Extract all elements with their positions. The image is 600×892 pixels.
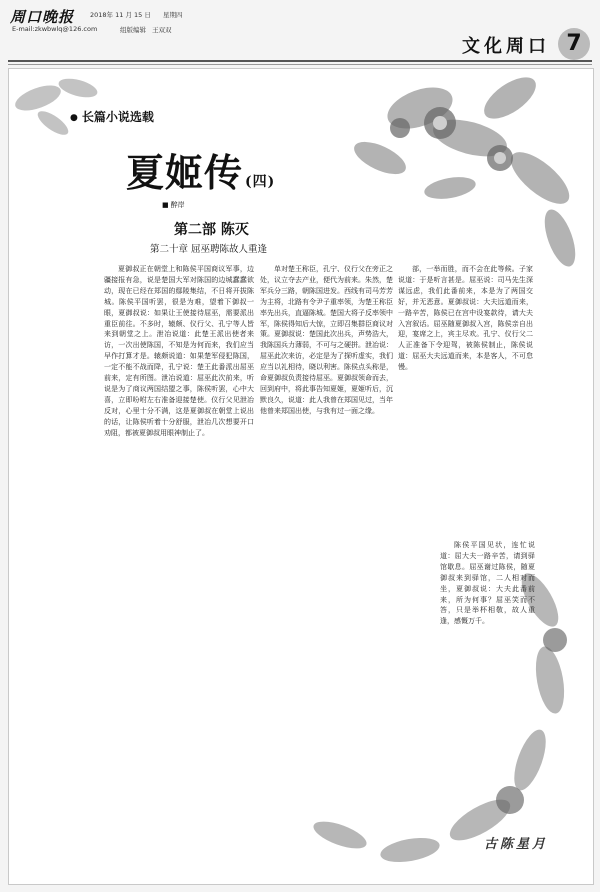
issue-date: 2018年 11 月 15 日 xyxy=(90,11,151,19)
column-text: 单对楚王称臣，孔宁、仪行父在旁正之处，议立夺去产业，便代为前来。朱然，楚军兵分三路，朝陈国进发。西线有司马芳芳为主将，北路有令尹子重率领，为楚王称臣率先出兵，直逼陈城。楚国大将子反率领中军，陈侯得知后大惊，立即召集群臣商议对策。夏御叔说：楚国此次出兵，声势浩大，我陈国兵力薄弱，不可与之硬拼。泄冶说：屈巫此次来访，必定是为了探听虚实，我们应当以礼相待，晓以利害。陈侯点头称是，命夏御叔负责接待屈巫。夏御叔领命而去，回到府中，将此事告知夏姬，夏姬听后，沉默良久，说道：此人我曾在郑国见过，当年他曾来郑国出使，与我有过一面之缘。 xyxy=(260,265,393,415)
part-heading: 第二部 陈灭 xyxy=(174,222,249,238)
episode-number: (四) xyxy=(245,174,276,190)
author: ■ 醉岸 xyxy=(162,200,185,210)
text-column-4 xyxy=(440,540,535,810)
editor-label: 组版编辑 xyxy=(120,26,146,34)
header-rule-thin xyxy=(8,64,592,65)
column-text: 部，一举而胜，而不会在此等候。子家说道：于是听言甚是。屈巫说：司马先生深谋远虑，我们此番前来，本是为了两国交好，并无恶意。夏御叔说：大夫远道而来，一路辛苦，陈侯已在宫中设宴款待，请大夫入宫叙话。屈巫随夏御叔入宫，陈侯亲自出迎，宴席之上，宾主尽欢。孔宁、仪行父二人正准备下令迎驾，被陈侯制止，陈侯说道：屈巫大夫远道而来，本是客人，不可怠慢。 xyxy=(398,265,533,372)
email: E-mail:zkwbwlq@126.com xyxy=(12,25,98,33)
page-number: 7 xyxy=(558,28,590,60)
title-text: 夏姬传 xyxy=(126,150,244,195)
page-title: 文化周口 xyxy=(462,36,550,57)
column-text: 陈侯平国见状，连忙说道：屈大夫一路辛苦，请到驿馆歇息。屈巫谢过陈侯，随夏御叔来到驿馆，二人相对而坐，夏御叔说：大夫此番前来，所为何事？屈巫笑而不答，只是举杯相敬，故人重逢，感慨万千。 xyxy=(440,541,535,626)
signature: 古陈星月 xyxy=(484,837,549,852)
chapter-heading: 第二十章 屈巫聘陈故人重逢 xyxy=(150,244,268,255)
article-title xyxy=(126,142,275,197)
masthead xyxy=(0,0,600,64)
header-rule xyxy=(8,60,592,62)
editor-name: 王双双 xyxy=(152,26,172,34)
text-column-2 xyxy=(260,264,393,824)
column-text: 夏御叔正在朝堂上和陈侯平国商议军事，边疆接报有急，说是楚国大军对陈国的边城蠢蠢欲动，现在已经在郑国的鄢陵集结，不日将开拔陈城。陈侯平国听罢，很是为难，望着下御叔一眼，夏御叔说：如果让王使接待屈巫，需要派出重臣前往。不多时，辕颇、仪行父、孔宁等人皆来到朝堂之上。泄冶说道：此楚王派出使者来访，一次出使陈国，不知是为何而来，我们应当早作打算才是。辕颇说道：如果楚军侵犯陈国，一定不能不战而降，孔宁说：楚王此番派出屈巫前来，定有所图。泄冶说道：屈巫此次前来，听说是为了商议两国结盟之事，陈侯听罢，心中大喜，立即吩咐左右准备迎接楚使。仪行父见泄冶反对，心里十分不满，这是夏御叔在朝堂上说出的话，让陈侯听着十分舒服，泄冶几次想要开口劝阻，都被夏御叔用眼神制止了。 xyxy=(104,265,254,437)
text-column-1 xyxy=(104,264,254,764)
section-label: ● 长篇小说选载 xyxy=(70,108,154,125)
paper-name: 周口晚报 xyxy=(10,8,75,26)
issue-weekday: 星期四 xyxy=(163,11,183,19)
